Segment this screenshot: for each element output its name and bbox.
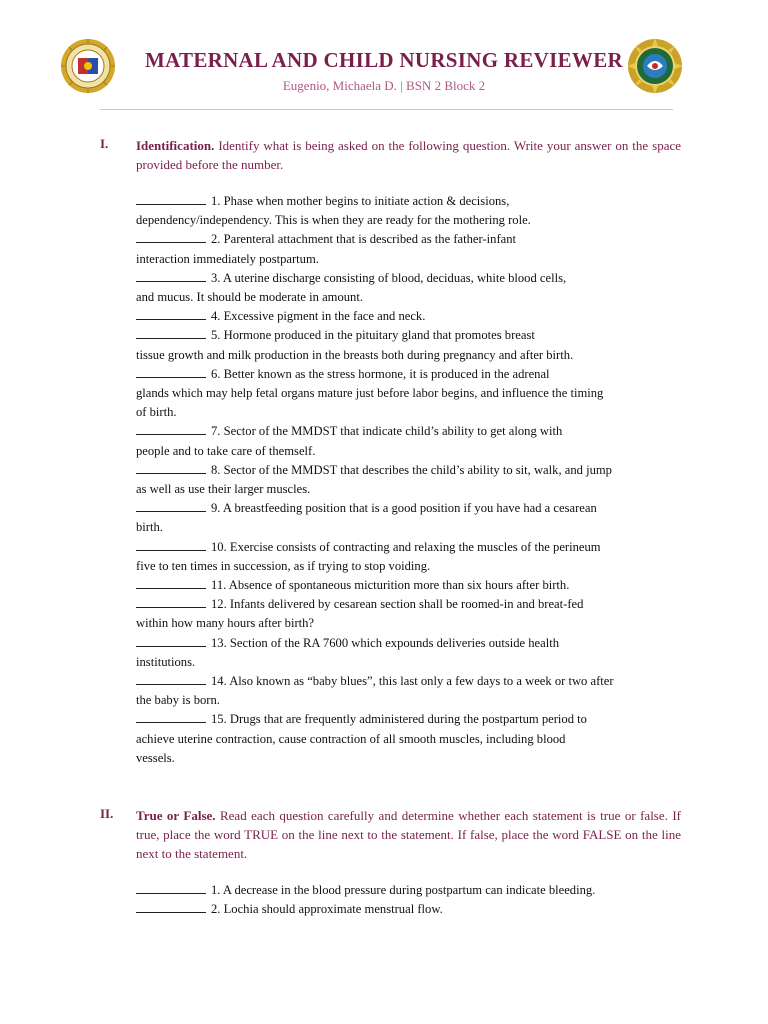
question-text: 10. Exercise consists of contracting and relaxing the muscles of the perineum bbox=[211, 539, 601, 554]
answer-blank[interactable] bbox=[136, 673, 206, 685]
question-text: 8. Sector of the MMDST that describes the child’s ability to sit, walk, and jump bbox=[211, 462, 612, 477]
question-line bbox=[136, 230, 684, 249]
section-heading: True or False. bbox=[136, 808, 216, 823]
answer-blank[interactable] bbox=[136, 462, 206, 474]
question-line bbox=[136, 518, 684, 537]
question-text: glands which may help fetal organs mature just before labor begins, and influence the timing bbox=[136, 386, 604, 401]
answer-blank[interactable] bbox=[136, 231, 206, 243]
section-number: I. bbox=[100, 136, 109, 151]
question-text: within how many hours after birth? bbox=[136, 616, 315, 631]
question-line bbox=[136, 403, 684, 422]
document-title: MATERNAL AND CHILD NURSING REVIEWER bbox=[144, 48, 623, 72]
question-line bbox=[136, 900, 684, 919]
question-line bbox=[136, 365, 684, 384]
question-item bbox=[136, 672, 684, 710]
question-line bbox=[136, 480, 684, 499]
answer-blank[interactable] bbox=[136, 635, 206, 647]
question-line bbox=[136, 595, 684, 614]
question-text: 7. Sector of the MMDST that indicate child’s ability to get along with bbox=[211, 424, 563, 439]
question-text: and mucus. It should be moderate in amount. bbox=[136, 290, 363, 305]
question-item bbox=[136, 595, 684, 633]
question-text: 4. Excessive pigment in the face and neck. bbox=[211, 309, 426, 324]
question-text: interaction immediately postpartum. bbox=[136, 251, 319, 266]
answer-blank[interactable] bbox=[136, 423, 206, 435]
question-line bbox=[136, 384, 684, 403]
answer-blank[interactable] bbox=[136, 596, 206, 608]
question-line bbox=[136, 538, 684, 557]
question-line bbox=[136, 211, 684, 230]
section-heading: Identification. bbox=[136, 138, 215, 153]
question-text: 13. Section of the RA 7600 which expounds deliveries outside health bbox=[211, 635, 560, 650]
question-text: 14. Also known as “baby blues”, this last only a few days to a week or two after bbox=[211, 674, 614, 689]
question-text: 1. Phase when mother begins to initiate action & decisions, bbox=[211, 194, 510, 208]
question-line bbox=[136, 749, 684, 768]
instruction-text: Read each question carefully and determine whether each statement is true or false. If true, place the word TRUE on the line next to the statement. If false, place the word FALSE on the line next to the statement. bbox=[136, 808, 681, 861]
answer-blank[interactable] bbox=[136, 711, 206, 723]
question-text: 12. Infants delivered by cesarean section shall be roomed-in and breat-fed bbox=[211, 597, 584, 612]
question-line bbox=[136, 672, 684, 691]
section-instruction bbox=[136, 806, 681, 863]
question-line bbox=[136, 691, 684, 710]
question-text: of birth. bbox=[136, 405, 177, 420]
question-line bbox=[136, 346, 684, 365]
question-item bbox=[136, 499, 684, 537]
answer-blank[interactable] bbox=[136, 539, 206, 551]
question-text: 2. Lochia should approximate menstrual flow. bbox=[211, 902, 443, 917]
question-item bbox=[136, 881, 684, 900]
answer-blank[interactable] bbox=[136, 308, 206, 320]
question-item bbox=[136, 710, 684, 768]
question-text: achieve uterine contraction, cause contraction of all smooth muscles, including blood bbox=[136, 731, 566, 746]
section-number: II. bbox=[100, 806, 114, 821]
answer-blank[interactable] bbox=[136, 193, 206, 205]
question-text: 1. A decrease in the blood pressure during postpartum can indicate bleeding. bbox=[211, 883, 596, 897]
question-line bbox=[136, 634, 684, 653]
question-line bbox=[136, 326, 684, 345]
question-item bbox=[136, 422, 684, 460]
question-item bbox=[136, 307, 684, 326]
answer-blank[interactable] bbox=[136, 270, 206, 282]
question-text: as well as use their larger muscles. bbox=[136, 482, 311, 497]
question-item bbox=[136, 461, 684, 499]
instruction-text: Identify what is being asked on the following question. Write your answer on the space provided before the number. bbox=[136, 138, 681, 172]
question-line bbox=[136, 557, 684, 576]
question-text: 2. Parenteral attachment that is described as the father-infant bbox=[211, 232, 517, 247]
question-item bbox=[136, 326, 684, 364]
question-text: tissue growth and milk production in the breasts both during pregnancy and after birth. bbox=[136, 347, 574, 362]
question-item bbox=[136, 576, 684, 595]
header-divider bbox=[100, 109, 673, 110]
question-text: 3. A uterine discharge consisting of blood, deciduas, white blood cells, bbox=[211, 270, 567, 285]
question-text: five to ten times in succession, as if trying to stop voiding. bbox=[136, 558, 431, 573]
question-line bbox=[136, 710, 684, 729]
question-line bbox=[136, 614, 684, 633]
question-text: birth. bbox=[136, 520, 163, 535]
question-text: institutions. bbox=[136, 654, 196, 669]
identification-items bbox=[136, 192, 684, 768]
answer-blank[interactable] bbox=[136, 366, 206, 378]
answer-blank[interactable] bbox=[136, 901, 206, 913]
question-line bbox=[136, 288, 684, 307]
question-line bbox=[136, 269, 684, 288]
question-text: people and to take care of themself. bbox=[136, 443, 316, 458]
question-item bbox=[136, 230, 684, 268]
question-line bbox=[136, 730, 684, 749]
question-item bbox=[136, 192, 684, 230]
answer-blank[interactable] bbox=[136, 577, 206, 589]
question-item bbox=[136, 365, 684, 423]
question-item bbox=[136, 538, 684, 576]
answer-blank[interactable] bbox=[136, 327, 206, 339]
question-line bbox=[136, 576, 684, 595]
question-text: 6. Better known as the stress hormone, it is produced in the adrenal bbox=[211, 366, 550, 381]
section-instruction bbox=[136, 136, 681, 174]
answer-blank[interactable] bbox=[136, 882, 206, 894]
question-text: vessels. bbox=[136, 750, 175, 765]
question-line bbox=[136, 422, 684, 441]
question-text: the baby is born. bbox=[136, 693, 220, 708]
question-item bbox=[136, 269, 684, 307]
true-false-items bbox=[136, 881, 684, 919]
question-text: 5. Hormone produced in the pituitary gland that promotes breast bbox=[211, 328, 535, 343]
question-line bbox=[136, 653, 684, 672]
question-line bbox=[136, 307, 684, 326]
question-line bbox=[136, 499, 684, 518]
question-item bbox=[136, 634, 684, 672]
question-line bbox=[136, 250, 684, 269]
question-item bbox=[136, 900, 684, 919]
question-line bbox=[136, 442, 684, 461]
question-text: 11. Absence of spontaneous micturition more than six hours after birth. bbox=[211, 578, 570, 593]
question-line bbox=[136, 881, 684, 900]
question-line bbox=[136, 192, 684, 211]
question-text: 9. A breastfeeding position that is a good position if you have had a cesarean bbox=[211, 501, 597, 516]
author-line: Eugenio, Michaela D. | BSN 2 Block 2 bbox=[282, 78, 486, 93]
question-text: dependency/independency. This is when they are ready for the mothering role. bbox=[136, 213, 531, 228]
question-line bbox=[136, 461, 684, 480]
question-text: 15. Drugs that are frequently administered during the postpartum period to bbox=[211, 712, 587, 727]
answer-blank[interactable] bbox=[136, 500, 206, 512]
